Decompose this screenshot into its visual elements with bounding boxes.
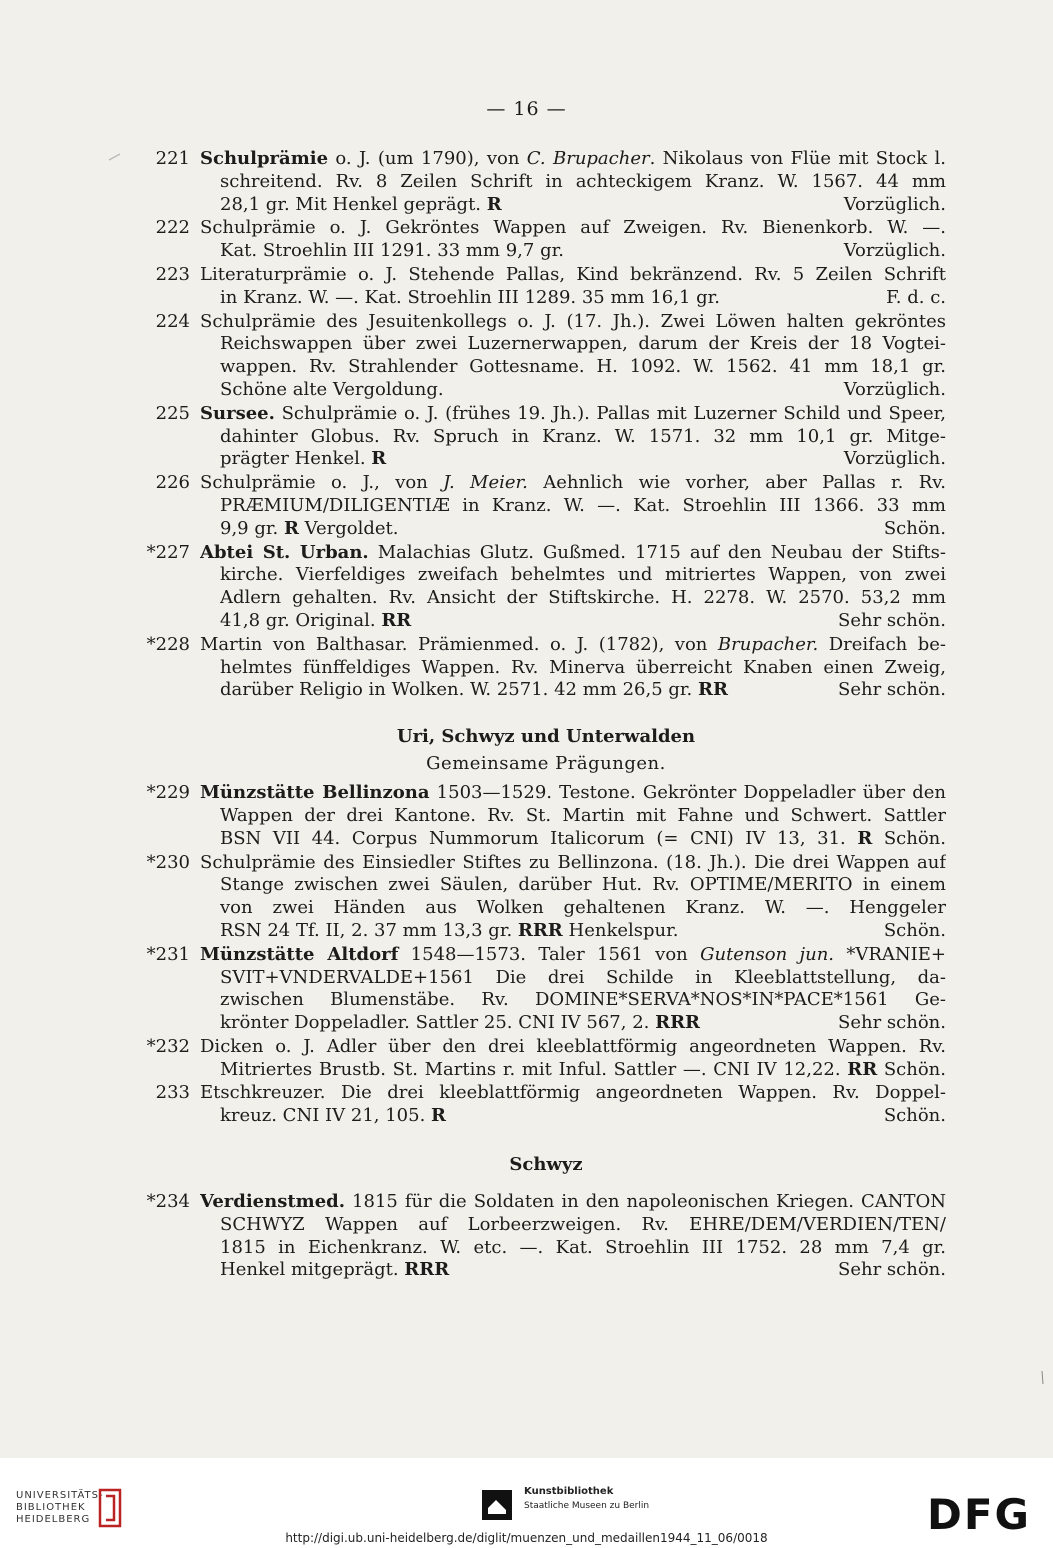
entry-grade: Sehr schön. — [838, 679, 946, 701]
entry-number: 221 — [155, 148, 190, 169]
entry-grade: Schön. — [883, 919, 946, 941]
entry-line — [220, 1012, 946, 1035]
section-title-schwyz: Schwyz — [509, 1154, 583, 1176]
entry-line: 1815 in Eichenkranz. W. etc. —. Kat. Stroehlin III 1752. 28 mm 7,4 gr. — [220, 1236, 946, 1258]
entry-text: darüber Religio in Wolken. W. 2571. 42 mm 26,5 gr. RR — [220, 679, 728, 701]
entry-number: *229 — [146, 782, 190, 804]
entry-line: Dicken o. J. Adler über den drei kleeblattförmig angeordneten Wappen. Rv. — [200, 1035, 946, 1057]
entry-grade: Vorzüglich. — [843, 378, 946, 400]
ub-line: BIBLIOTHEK — [16, 1502, 86, 1513]
catalog-entry — [146, 542, 946, 633]
ub-line: UNIVERSITÄTS- — [16, 1490, 104, 1501]
entry-text: RSN 24 Tf. II, 2. 37 mm 13,3 gr. RRR Henkelspur. — [220, 919, 679, 941]
entry-line — [220, 518, 946, 541]
catalog-entry — [146, 217, 946, 263]
entry-grade: Sehr schön. — [838, 1012, 946, 1034]
entry-line — [220, 920, 946, 943]
entry-line — [220, 194, 946, 217]
entry-line: Schulprämie des Jesuitenkollegs o. J. (17. Jh.). Zwei Löwen halten gekröntes — [200, 310, 946, 332]
entry-text: 28,1 gr. Mit Henkel geprägt. R — [220, 193, 502, 215]
entry-grade: Sehr schön. — [838, 1259, 946, 1281]
entry-text: 41,8 gr. Original. RR — [220, 609, 412, 631]
entry-text: 9,9 gr. R Vergoldet. — [220, 517, 399, 539]
catalog-entry — [146, 264, 946, 310]
margin-mark — [108, 152, 122, 162]
entry-number: *227 — [146, 541, 190, 563]
entry-line: dahinter Globus. Rv. Spruch in Kranz. W. 1571. 32 mm 10,1 gr. Mitge- — [220, 425, 946, 447]
source-url[interactable]: http://digi.ub.uni-heidelberg.de/diglit/muenzen_und_medaillen1944_11_06/0018 — [285, 1531, 768, 1545]
entry-line: Schulprämie o. J., von J. Meier. Aehnlich wie vorher, aber Pallas r. Rv. — [200, 472, 946, 494]
section-subtitle: Gemeinsame Prägungen. — [426, 753, 666, 775]
entry-grade: Schön. — [883, 517, 946, 539]
catalog-entry — [146, 852, 946, 943]
entry-line: Münzstätte Altdorf 1548—1573. Taler 1561 von Gutenson jun. *VRANIE+ — [200, 943, 946, 965]
entry-text: in Kranz. W. —. Kat. Stroehlin III 1289. 35 mm 16,1 gr. — [220, 286, 721, 308]
entry-number: *230 — [146, 851, 190, 873]
entry-line: Schulprämie des Einsiedler Stiftes zu Bellinzona. (18. Jh.). Die drei Wappen auf — [200, 851, 946, 873]
entry-grade: Sehr schön. — [838, 609, 946, 631]
entry-number: *231 — [146, 943, 190, 965]
kb-subtitle: Staatliche Museen zu Berlin — [524, 1501, 650, 1511]
entry-line: SCHWYZ Wappen auf Lorbeerzweigen. Rv. EHRE/DEM/VERDIEN/TEN/ — [220, 1213, 946, 1235]
catalog-entry — [146, 403, 946, 471]
entries-group-a — [146, 148, 946, 702]
entry-line: Wappen der drei Kantone. Rv. St. Martin mit Fahne und Schwert. Sattler — [220, 804, 946, 826]
entry-line: Schulprämie o. J. (um 1790), von C. Brupacher. Nikolaus von Flüe mit Stock l. — [200, 148, 946, 169]
catalog-entry — [146, 634, 946, 702]
entry-line: Martin von Balthasar. Prämienmed. o. J. (1782), von Brupacher. Dreifach be- — [200, 633, 946, 655]
entry-grade: Vorzüglich. — [843, 448, 946, 470]
entry-number: 222 — [155, 217, 190, 239]
catalog-entry — [146, 1082, 946, 1128]
entry-line: Reichswappen über zwei Luzernerwappen, darum der Kreis der 18 Vogtei- — [220, 333, 946, 355]
entry-line: SVIT+VNDERVALDE+1561 Die drei Schilde in Kleeblattstellung, da- — [220, 966, 946, 988]
entry-line: Abtei St. Urban. Malachias Glutz. Gußmed. 1715 auf den Neubau der Stifts- — [200, 541, 946, 563]
entry-line — [220, 240, 946, 263]
entry-number: *234 — [146, 1191, 190, 1213]
entry-line: Stange zwischen zwei Säulen, darüber Hut. Rv. OPTIME/MERITO in einem — [220, 874, 946, 896]
catalog-entry — [146, 782, 946, 850]
entry-line — [220, 379, 946, 402]
entry-line: BSN VII 44. Corpus Nummorum Italicorum (= CNI) IV 13, 31. R Schön. — [220, 827, 946, 849]
entry-number: 223 — [155, 263, 190, 285]
entry-text: Schöne alte Vergoldung. — [220, 378, 444, 400]
entry-number: 225 — [155, 402, 190, 424]
entry-line: Schulprämie o. J. Gekröntes Wappen auf Zweigen. Rv. Bienenkorb. W. —. — [200, 217, 946, 239]
entry-line: schreitend. Rv. 8 Zeilen Schrift in achteckigem Kranz. W. 1567. 44 mm — [220, 170, 946, 192]
entry-grade: Vorzüglich. — [843, 193, 946, 215]
entry-text: kreuz. CNI IV 21, 105. R — [220, 1105, 446, 1127]
entry-line: helmtes fünffeldiges Wappen. Rv. Minerva überreicht Knaben einen Zweig, — [220, 656, 946, 678]
margin-mark — [1040, 1370, 1046, 1386]
entry-line: kirche. Vierfeldiges zweifach behelmtes und mitriertes Wappen, von zwei — [220, 564, 946, 586]
entry-line: Literaturprämie o. J. Stehende Pallas, Kind bekränzend. Rv. 5 Zeilen Schrift — [200, 263, 946, 285]
entry-number: *232 — [146, 1035, 190, 1057]
entries-group-b — [146, 782, 946, 1128]
entry-grade: F. d. c. — [886, 286, 946, 308]
entry-line — [220, 679, 946, 702]
section-title: Uri, Schwyz und Unterwalden — [396, 726, 696, 748]
entry-line: zwischen Blumenstäbe. Rv. DOMINE*SERVA*NOS*IN*PACE*1561 Ge- — [220, 989, 946, 1011]
catalog-entry — [146, 1191, 946, 1282]
ub-emblem-icon — [94, 1486, 126, 1530]
entry-line — [220, 610, 946, 633]
entry-line — [220, 287, 946, 310]
entries-group-c — [146, 1191, 946, 1282]
entry-line: Etschkreuzer. Die drei kleeblattförmig angeordneten Wappen. Rv. Doppel- — [200, 1082, 946, 1104]
entry-line — [220, 448, 946, 471]
kb-title: Kunstbibliothek — [524, 1486, 614, 1497]
catalog-content — [146, 148, 946, 1283]
kunstbibliothek-icon — [482, 1490, 512, 1520]
entry-number: 233 — [155, 1082, 190, 1104]
catalog-entry — [146, 311, 946, 402]
entry-text: Kat. Stroehlin III 1291. 33 mm 9,7 gr. — [220, 240, 564, 262]
catalog-entry — [146, 944, 946, 1035]
catalog-entry — [146, 148, 946, 216]
ub-line: HEIDELBERG — [16, 1514, 91, 1525]
entry-number: 226 — [155, 472, 190, 494]
entry-line: Mitriertes Brustb. St. Martins r. mit Inful. Sattler —. CNI IV 12,22. RR Schön. — [220, 1058, 946, 1080]
entry-text: prägter Henkel. R — [220, 448, 387, 470]
entry-line: Sursee. Schulprämie o. J. (frühes 19. Jh.). Pallas mit Luzerner Schild und Speer, — [200, 402, 946, 424]
entry-line: PRÆMIUM/DILIGENTIÆ in Kranz. W. —. Kat. Stroehlin III 1366. 33 mm — [220, 494, 946, 516]
catalog-entry — [146, 472, 946, 540]
entry-text: krönter Doppeladler. Sattler 25. CNI IV 567, 2. RRR — [220, 1012, 700, 1034]
entry-line — [220, 1259, 946, 1282]
entry-line: Verdienstmed. 1815 für die Soldaten in den napoleonischen Kriegen. CANTON — [200, 1191, 946, 1213]
entry-grade: Schön. — [883, 1105, 946, 1127]
entry-line — [220, 1105, 946, 1128]
entry-number: *228 — [146, 633, 190, 655]
entry-line: wappen. Rv. Strahlender Gottesname. H. 1092. W. 1562. 41 mm 18,1 gr. — [220, 356, 946, 378]
entry-line: Adlern gehalten. Rv. Ansicht der Stiftskirche. H. 2278. W. 2570. 53,2 mm — [220, 587, 946, 609]
entry-text: Henkel mitgeprägt. RRR — [220, 1259, 450, 1281]
page-number: — 16 — — [486, 98, 567, 120]
entry-line: von zwei Händen aus Wolken gehaltenen Kranz. W. —. Henggeler — [220, 897, 946, 919]
entry-grade: Vorzüglich. — [843, 240, 946, 262]
dfg-logo: DFG — [926, 1490, 1031, 1539]
catalog-entry — [146, 1036, 946, 1082]
entry-number: 224 — [155, 310, 190, 332]
entry-line: Münzstätte Bellinzona 1503—1529. Testone. Gekrönter Doppeladler über den — [200, 782, 946, 804]
